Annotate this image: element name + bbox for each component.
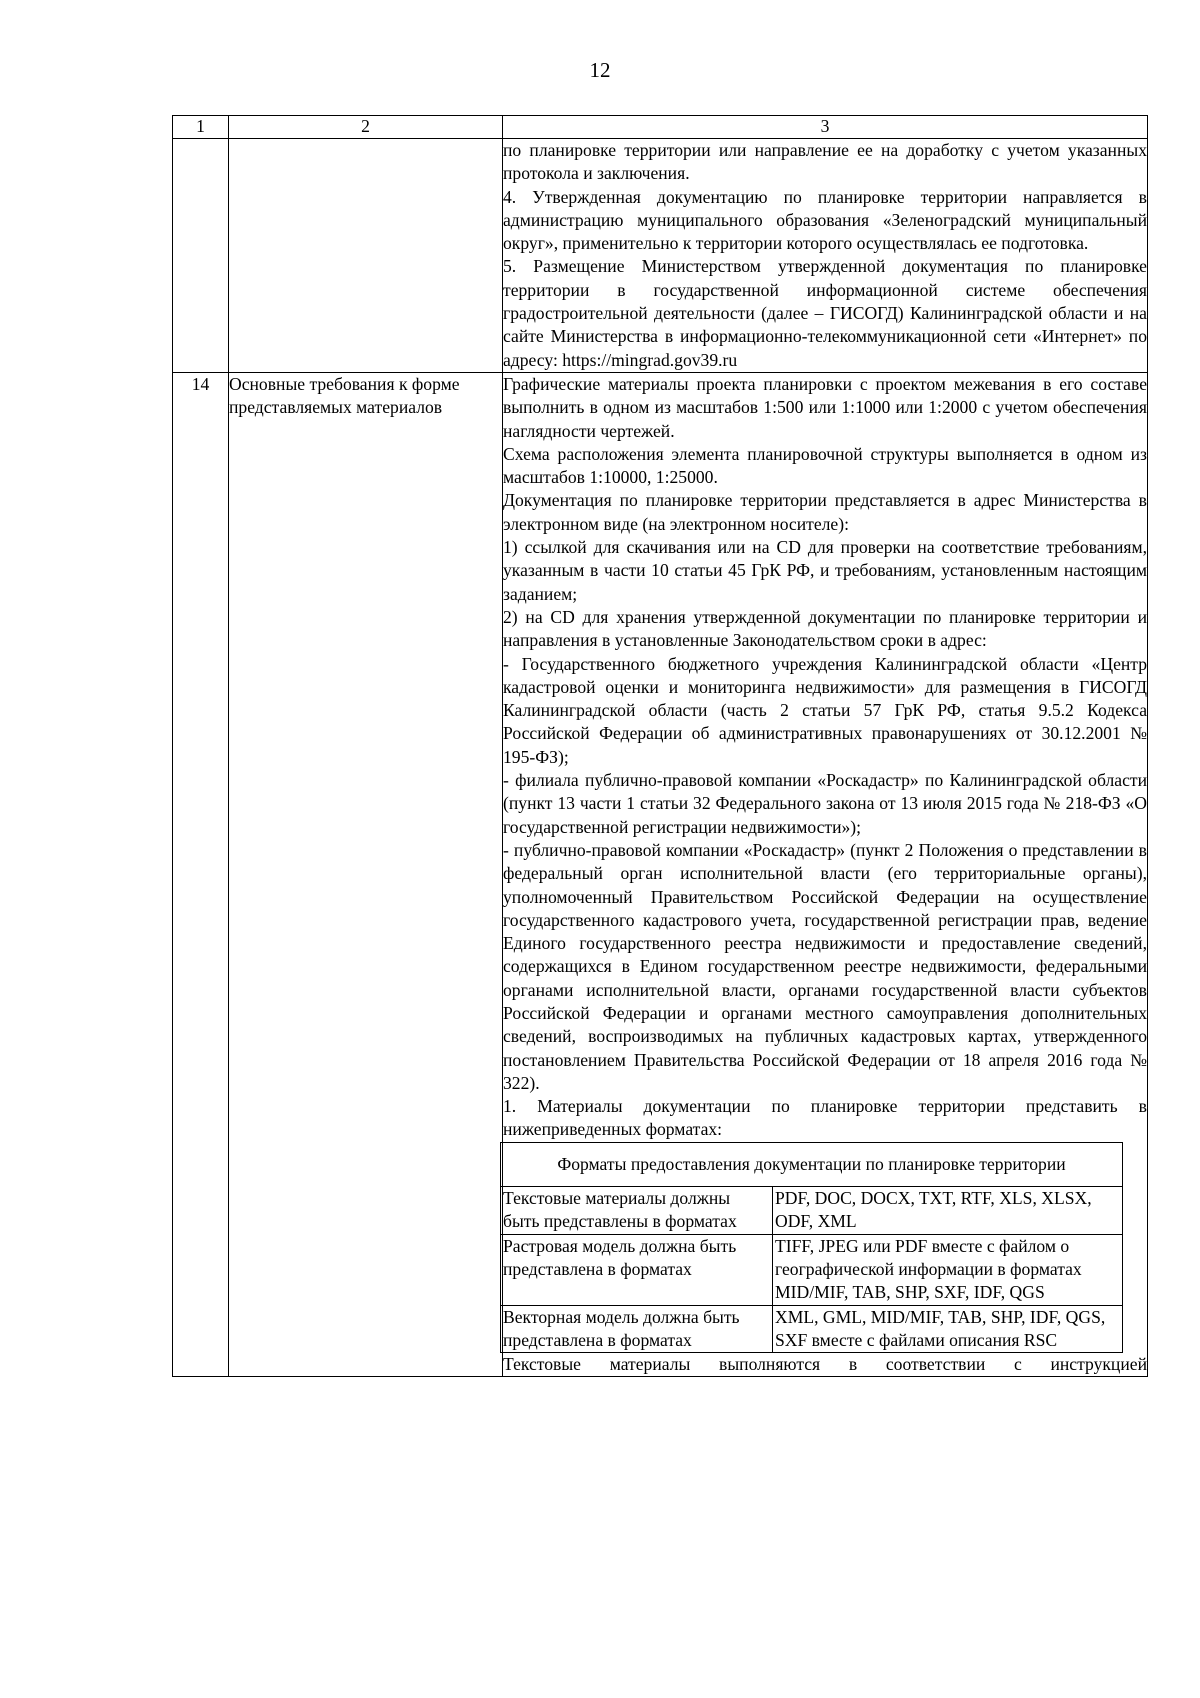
formats-table-row xyxy=(501,1305,1123,1353)
row-number: 14 xyxy=(173,372,229,1376)
requirements-table xyxy=(172,115,1148,1377)
requirement-paragraph: - Государственного бюджетного учреждения Калининградской области «Центр кадастровой оценки и мониторинга недвижимости» для размещения в ГИСОГД Калининградской области (часть 2 статьи 57 ГрК РФ, статья 9.5.2 Кодекса Российской Федерации об административных правонарушениях от 30.12.2001 № 195-ФЗ); xyxy=(503,653,1147,767)
format-values: PDF, DOC, DOCX, TXT, RTF, XLS, XLSX, ODF, XML xyxy=(773,1187,1123,1235)
format-values: XML, GML, MID/MIF, TAB, SHP, IDF, QGS, SXF вместе с файлами описания RSC xyxy=(773,1305,1123,1353)
formats-table-row xyxy=(501,1234,1123,1305)
requirement-paragraph: 2) на CD для хранения утвержденной документации по планировке территории и направления в установленные Законодательством сроки в адрес: xyxy=(503,606,1147,651)
trailing-line-wrap xyxy=(503,1353,1147,1376)
formats-table-row xyxy=(501,1187,1123,1235)
requirement-paragraph: Графические материалы проекта планировки с проектом межевания в его составе выполнить в одном из масштабов 1:500 или 1:1000 или 1:2000 с учетом обеспечения наглядности чертежей. xyxy=(503,373,1147,441)
requirement-paragraph: 1. Материалы документации по планировке территории представить в нижеприведенных форматах: xyxy=(503,1096,1147,1140)
requirement-paragraph: 1) ссылкой для скачивания или на CD для проверки на соответствие требованиям, указанным в части 10 статьи 45 ГрК РФ, и требованиям, установленным настоящим заданием; xyxy=(503,537,1147,604)
requirement-paragraph: Документация по планировке территории представляется в адрес Министерства в электронном виде (на электронном носителе): xyxy=(503,490,1147,534)
format-label: Растровая модель должна быть представлена в форматах xyxy=(501,1234,773,1305)
continuation-paragraph: по планировке территории или направление ее на доработку с учетом указанных протокола и заключения. xyxy=(503,140,1147,184)
trailing-line: Текстовые материалы выполняются в соответствии с инструкцией xyxy=(503,1354,1147,1375)
table-row-14 xyxy=(173,372,1148,1376)
format-label: Векторная модель должна быть представлена в форматах xyxy=(501,1305,773,1353)
page-number: 12 xyxy=(589,58,611,82)
formats-table xyxy=(500,1142,1123,1353)
requirement-text-cell xyxy=(503,372,1148,1376)
continuation-paragraph: 4. Утвержденная документацию по планировке территории направляется в администрацию муниципального образования «Зеленоградский муниципальный округ», применительно к территории которого осуществлялась ее подготовка. xyxy=(503,186,1147,254)
formats-table-title: Форматы предоставления документации по планировке территории xyxy=(501,1142,1123,1186)
requirement-paragraph: - филиала публично-правовой компании «Роскадастр» по Калининградской области (пункт 13 части 1 статьи 32 Федерального закона от 13 июля 2015 года № 218-ФЗ «О государственной регистрации недвижимости»); xyxy=(503,770,1147,837)
header-col-3: 3 xyxy=(503,116,1148,139)
header-col-1: 1 xyxy=(173,116,229,139)
format-values: TIFF, JPEG или PDF вместе с файлом о географической информации в форматах MID/MIF, TAB, SHP, SXF, IDF, QGS xyxy=(773,1234,1123,1305)
continuation-paragraph: 5. Размещение Министерством утвержденной документация по планировке территории в государственной информационной системе обеспечения градостроительной деятельности (далее – ГИСОГД) Калининградской области и на сайте Министерства в информационно-телекоммуникационной сети «Интернет» по адресу: https://mingrad.gov39.ru xyxy=(503,256,1147,370)
table-header-row xyxy=(173,116,1148,139)
continuation-text-cell xyxy=(503,139,1148,373)
continuation-row xyxy=(173,139,1148,373)
continuation-number-cell xyxy=(173,139,229,373)
requirement-paragraph: Схема расположения элемента планировочной структуры выполняется в одном из масштабов 1:10000, 1:25000. xyxy=(503,443,1147,488)
formats-table-title-row xyxy=(501,1142,1123,1186)
requirement-name: Основные требования к форме представляемых материалов xyxy=(229,372,503,1376)
header-col-2: 2 xyxy=(229,116,503,139)
format-label: Текстовые материалы должны быть представлены в форматах xyxy=(501,1187,773,1235)
requirement-paragraph: - публично-правовой компании «Роскадастр» (пункт 2 Положения о представлении в федеральный орган исполнительной власти (его территориальные органы), уполномоченный Правительством Российской Федерации на осуществление государственного кадастрового учета, государственной регистрации прав, ведение Единого государственного реестра недвижимости и предоставление сведений, содержащихся в Едином государственном реестре недвижимости, федеральными органами исполнительной власти, органами государственной власти субъектов Российской Федерации и органами местного самоуправления дополнительных сведений, воспроизводимых на публичных кадастровых картах, утвержденного постановлением Правительства Российской Федерации от 18 апреля 2016 года № 322). xyxy=(503,839,1147,1093)
continuation-requirement-cell xyxy=(229,139,503,373)
